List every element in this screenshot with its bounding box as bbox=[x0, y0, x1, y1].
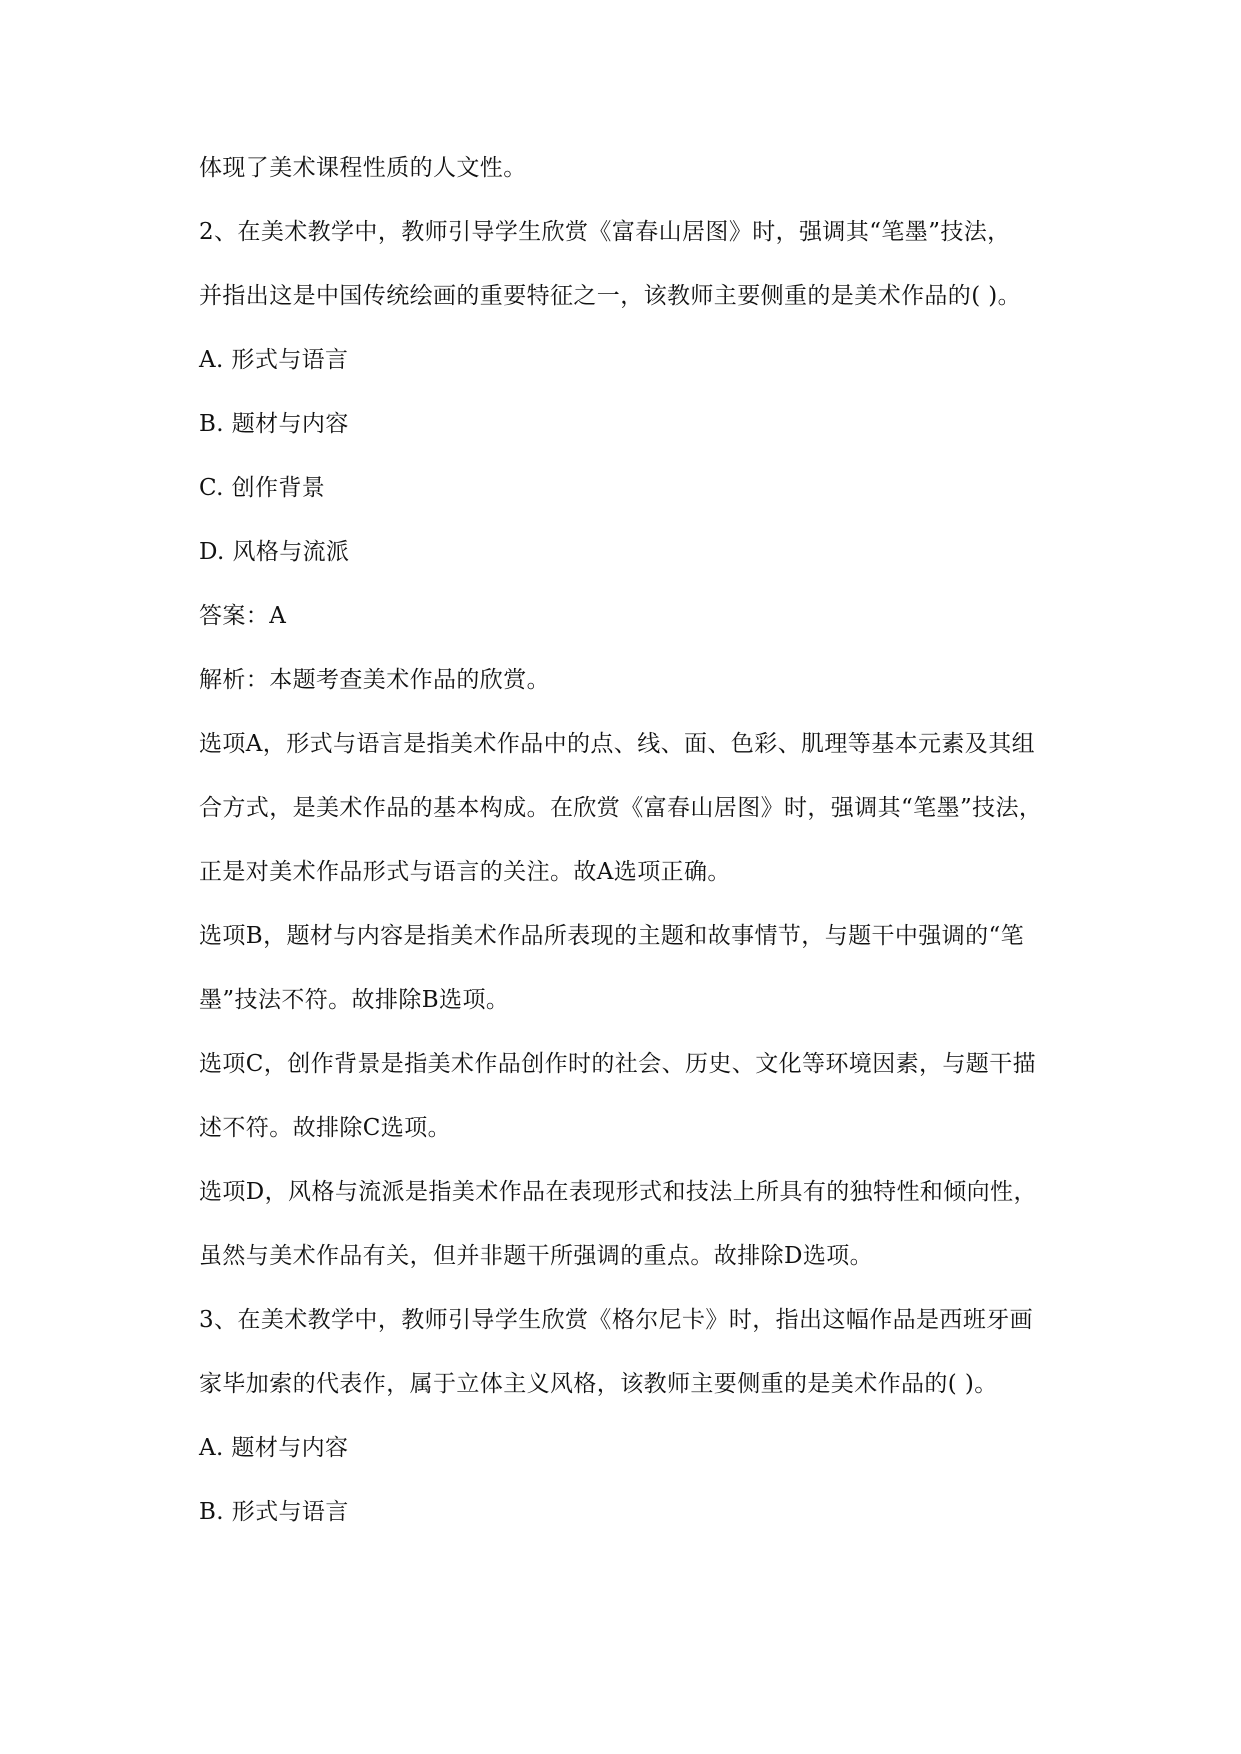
analysis-option-c-line-1: 选项C，创作背景是指美术作品创作时的社会、历史、文化等环境因素，与题干描 bbox=[199, 1051, 1036, 1077]
question-2-stem-line-2: 并指出这是中国传统绘画的重要特征之一，该教师主要侧重的是美术作品的( )。 bbox=[199, 283, 1022, 309]
analysis-option-a-line-2: 合方式，是美术作品的基本构成。在欣赏《富春山居图》时，强调其“笔墨”技法， bbox=[199, 795, 1043, 821]
document-body bbox=[199, 143, 1109, 1551]
analysis-option-a-line-3: 正是对美术作品形式与语言的关注。故A选项正确。 bbox=[199, 859, 731, 885]
question-2-option-a: A. 形式与语言 bbox=[199, 347, 349, 373]
question-3-option-a: A. 题材与内容 bbox=[199, 1435, 349, 1461]
analysis-option-b-line-1: 选项B，题材与内容是指美术作品所表现的主题和故事情节，与题干中强调的“笔 bbox=[199, 923, 1025, 949]
analysis-option-a-line-1: 选项A，形式与语言是指美术作品中的点、线、面、色彩、肌理等基本元素及其组 bbox=[199, 731, 1036, 757]
question-3-option-b: B. 形式与语言 bbox=[199, 1499, 349, 1525]
text-line-continuation: 体现了美术课程性质的人文性。 bbox=[199, 155, 527, 181]
analysis-option-b-line-2: 墨”技法不符。故排除B选项。 bbox=[199, 987, 510, 1013]
question-2-stem-line-1: 2、在美术教学中，教师引导学生欣赏《富春山居图》时，强调其“笔墨”技法， bbox=[199, 219, 1011, 245]
analysis-option-d-line-2: 虽然与美术作品有关，但并非题干所强调的重点。故排除D选项。 bbox=[199, 1243, 874, 1269]
question-2-option-c: C. 创作背景 bbox=[199, 475, 326, 501]
question-2-analysis-intro: 解析：本题考查美术作品的欣赏。 bbox=[199, 667, 550, 693]
question-3-stem-line-2: 家毕加索的代表作，属于立体主义风格，该教师主要侧重的是美术作品的( )。 bbox=[199, 1371, 998, 1397]
question-2-answer: 答案：A bbox=[199, 603, 287, 629]
question-3-stem-line-1: 3、在美术教学中，教师引导学生欣赏《格尔尼卡》时，指出这幅作品是西班牙画 bbox=[199, 1307, 1034, 1333]
analysis-option-d-line-1: 选项D，风格与流派是指美术作品在表现形式和技法上所具有的独特性和倾向性， bbox=[199, 1179, 1037, 1205]
question-2-option-b: B. 题材与内容 bbox=[199, 411, 349, 437]
analysis-option-c-line-2: 述不符。故排除C选项。 bbox=[199, 1115, 451, 1141]
question-2-option-d: D. 风格与流派 bbox=[199, 539, 350, 565]
